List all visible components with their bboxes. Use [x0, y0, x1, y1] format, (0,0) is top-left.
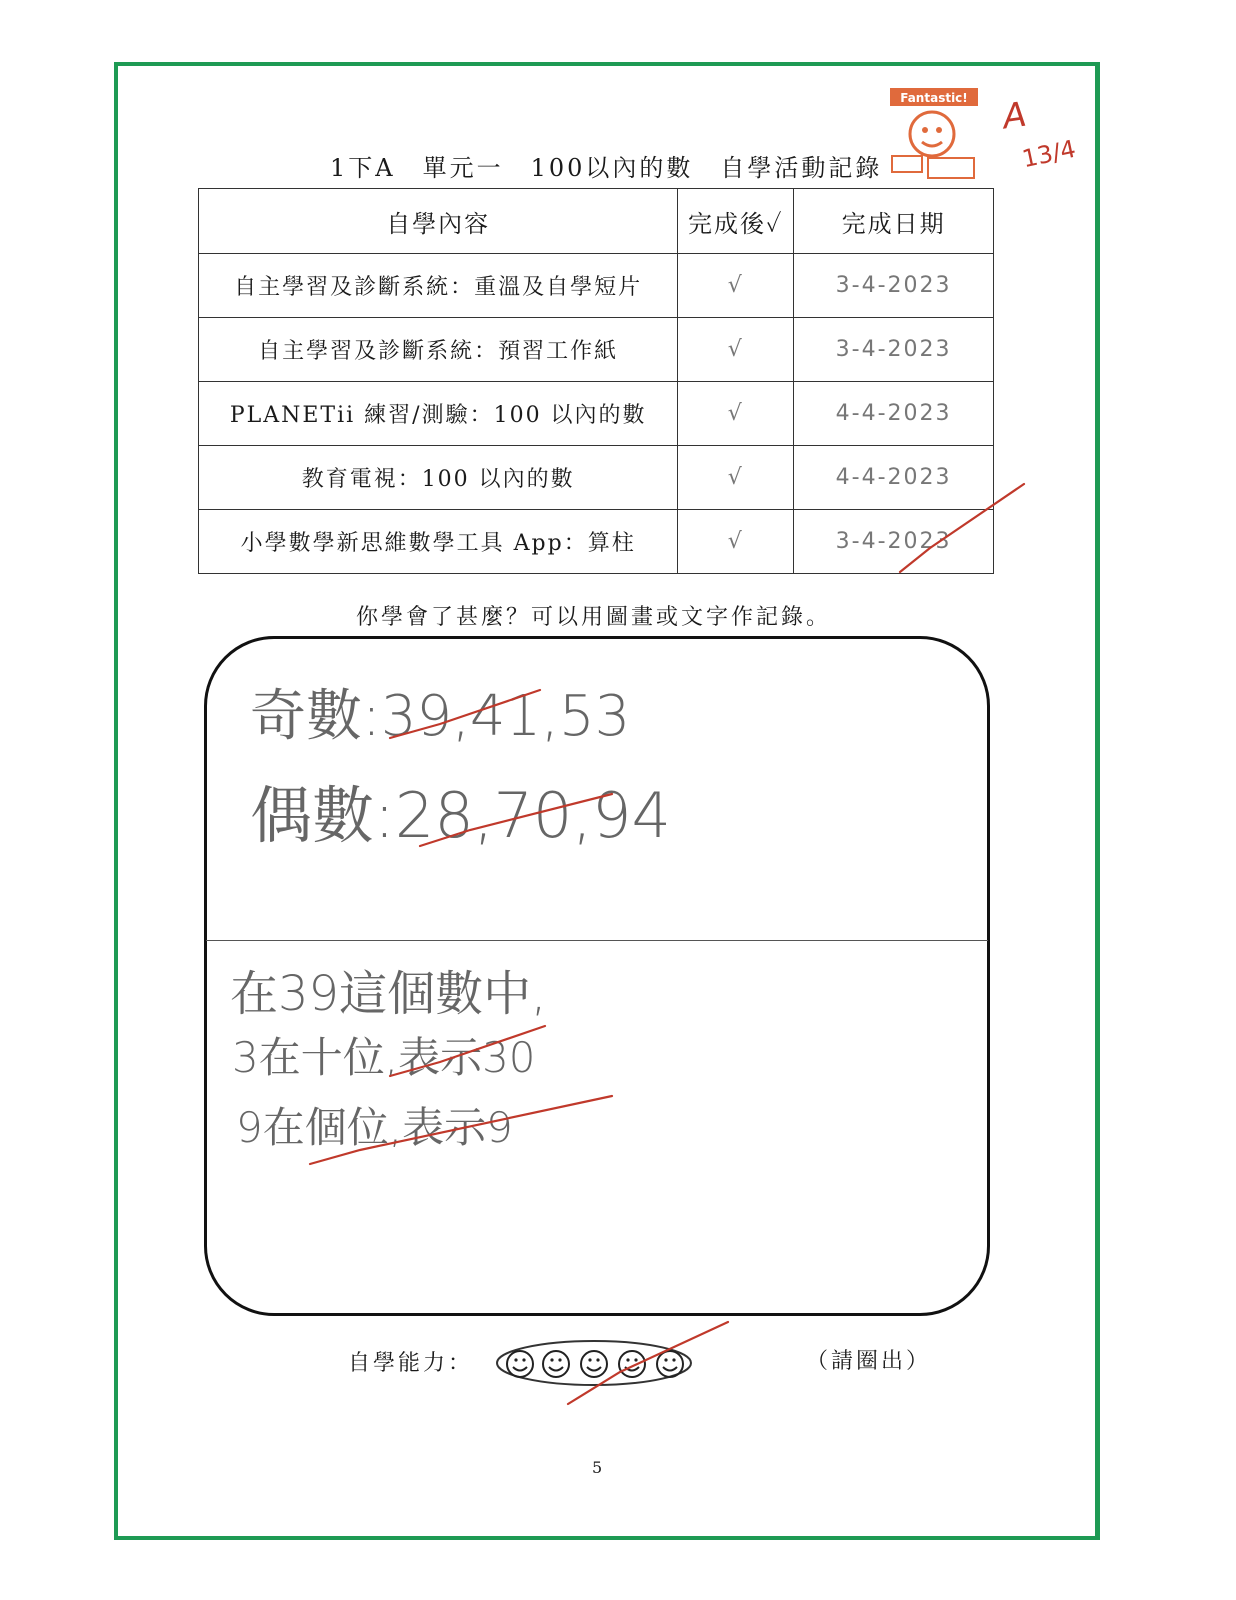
row-check: √ — [678, 382, 794, 446]
table-row — [199, 318, 994, 382]
row-content: 教育電視：100 以內的數 — [199, 446, 678, 510]
table-row — [199, 446, 994, 510]
row-date: 4-4-2023 — [794, 382, 994, 446]
header-date: 完成日期 — [794, 189, 994, 254]
row-content: PLANETii 練習/測驗：100 以內的數 — [199, 382, 678, 446]
row-date: 3-4-2023 — [794, 318, 994, 382]
handwriting-ones-place: 9在個位,表示9 — [236, 1103, 513, 1152]
table-header-row — [199, 189, 994, 254]
header-content: 自學內容 — [199, 189, 678, 254]
row-date: 3-4-2023 — [794, 254, 994, 318]
smiley-face-icon — [543, 1351, 569, 1377]
stamp-text: Fantastic! — [900, 91, 968, 105]
row-date: 4-4-2023 — [794, 446, 994, 510]
row-content: 自主學習及診斷系統：重溫及自學短片 — [199, 254, 678, 318]
handwriting-even-numbers: 偶數:28,70,94 — [250, 779, 671, 852]
handwriting-tens-place: 3在十位,表示30 — [232, 1033, 536, 1082]
notes-divider — [206, 940, 988, 941]
smiley-face-icon — [619, 1351, 645, 1377]
row-date: 3-4-2023 — [794, 510, 994, 574]
row-check: √ — [678, 446, 794, 510]
learning-prompt: 你學會了甚麼？可以用圖畫或文字作記錄。 — [356, 605, 832, 630]
teacher-grade: A — [1000, 94, 1029, 138]
smiley-rating-icons — [494, 1338, 694, 1388]
handwriting-place-value-intro: 在39這個數中, — [230, 966, 547, 1022]
smiley-face-icon — [507, 1351, 533, 1377]
self-learning-ability-label: 自學能力： — [348, 1351, 474, 1376]
row-content: 小學數學新思維數學工具 App：算柱 — [199, 510, 678, 574]
row-check: √ — [678, 254, 794, 318]
row-content: 自主學習及診斷系統：預習工作紙 — [199, 318, 678, 382]
table-row — [199, 510, 994, 574]
table-row — [199, 254, 994, 318]
row-check: √ — [678, 510, 794, 574]
page-title: 1下A 單元一 100以內的數 自學活動記錄 — [330, 154, 883, 182]
circle-instruction: （請圈出） — [806, 1349, 932, 1374]
smiley-face-icon — [581, 1351, 607, 1377]
smiley-face-icon — [657, 1351, 683, 1377]
fantastic-stamp — [888, 86, 980, 182]
row-check: √ — [678, 318, 794, 382]
teacher-date: 13/4 — [1019, 134, 1079, 174]
activity-record-table — [198, 188, 994, 574]
rating-circle — [497, 1341, 691, 1385]
header-done: 完成後✓ — [678, 189, 794, 254]
table-row — [199, 382, 994, 446]
page-number: 5 — [592, 1458, 603, 1477]
handwriting-odd-numbers: 奇數:39,41,53 — [250, 684, 631, 749]
